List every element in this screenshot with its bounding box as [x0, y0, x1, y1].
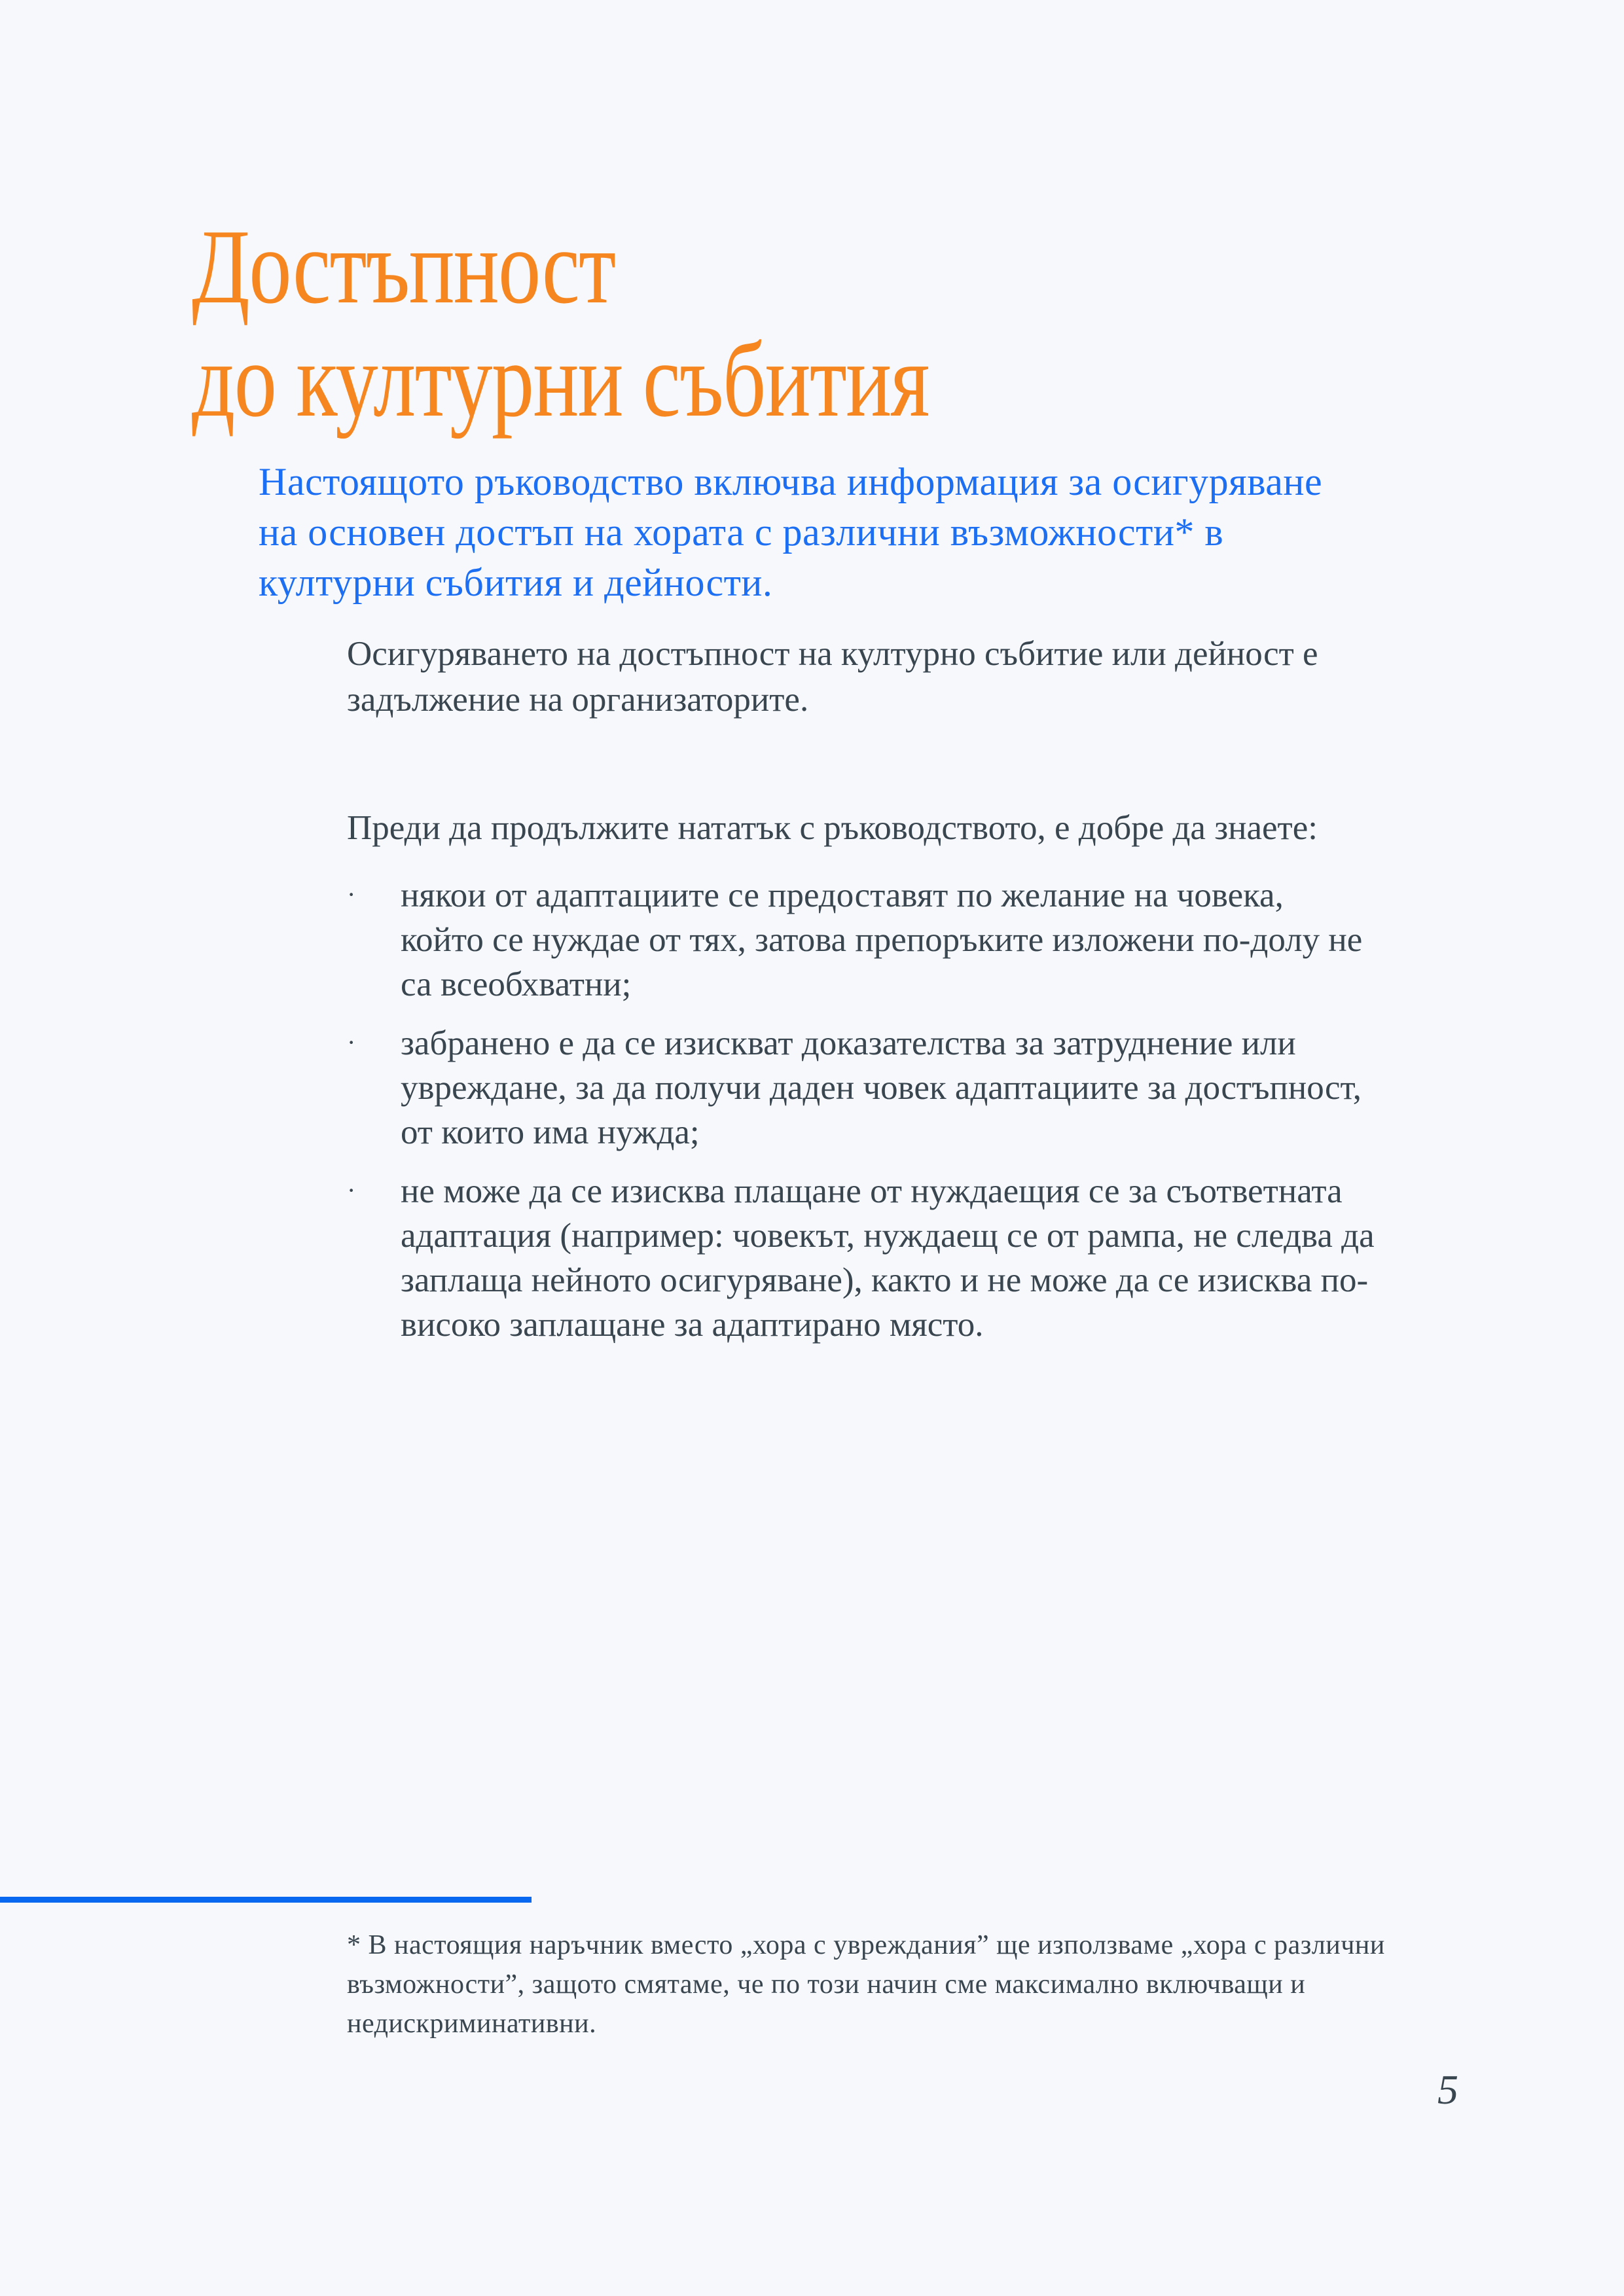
- list-item-text: [401, 873, 1473, 1007]
- footnote-line: възможности”, защото смятаме, че по този начин сме максимално включващи и: [347, 1969, 1306, 2000]
- lead-line: Настоящото ръководство включва информация за осигуряване: [259, 460, 1323, 503]
- page-title-line: до културни събития: [192, 321, 929, 439]
- lead-line: културни събития и дейности.: [259, 561, 773, 604]
- list-item-line: забранено е да се изискват доказателства за затруднение или: [401, 1024, 1296, 1062]
- bullet-marker: ·: [347, 1028, 356, 1057]
- list-item: [347, 873, 1473, 1007]
- footnote-line: недискриминативни.: [347, 2009, 597, 2039]
- list-item-line: някои от адаптациите се предоставят по желание на човека,: [401, 876, 1284, 914]
- list-item-text: [401, 1021, 1473, 1155]
- before-list-note-line: Преди да продължите нататък с ръководството, е добре да знаете:: [347, 809, 1318, 847]
- list-item-line: не може да се изисква плащане от нуждаещия се за съответната: [401, 1172, 1343, 1210]
- bullet-marker: ·: [347, 1175, 356, 1205]
- lead-line: на основен достъп на хората с различни възможности* в: [259, 511, 1224, 554]
- page-title: [192, 208, 929, 439]
- list-item-line: заплаща нейното осигуряване), както и не може да се изисква по-: [401, 1261, 1369, 1299]
- page-title-line: Достъпност: [192, 208, 615, 326]
- before-list-note: [347, 805, 1318, 851]
- intro-line: Осигуряването на достъпност на културно събитие или дейност е: [347, 635, 1318, 673]
- intro-paragraph: [347, 631, 1318, 723]
- bullet-list: [347, 873, 1473, 1361]
- list-item-line: увреждане, за да получи даден човек адаптациите за достъпност,: [401, 1069, 1362, 1107]
- list-item-text: [401, 1169, 1473, 1347]
- intro-line: задължение на организаторите.: [347, 681, 809, 719]
- list-item-line: адаптация (например: човекът, нуждаещ се от рампа, не следва да: [401, 1217, 1375, 1255]
- list-item-line: който се нуждае от тях, затова препоръките изложени по-долу не: [401, 921, 1363, 959]
- lead-paragraph: [259, 457, 1322, 608]
- footnote: [347, 1926, 1385, 2043]
- list-item-line: високо заплащане за адаптирано място.: [401, 1306, 984, 1344]
- list-item: [347, 1169, 1473, 1347]
- bullet-marker: ·: [347, 880, 356, 909]
- list-item: [347, 1021, 1473, 1155]
- footnote-line: * В настоящия наръчник вместо „хора с увреждания” ще използваме „хора с различни: [347, 1930, 1385, 1960]
- page-number: 5: [1437, 2066, 1458, 2113]
- list-item-line: от които има нужда;: [401, 1113, 700, 1151]
- footnote-divider: [0, 1897, 532, 1903]
- list-item-line: са всеобхватни;: [401, 965, 632, 1003]
